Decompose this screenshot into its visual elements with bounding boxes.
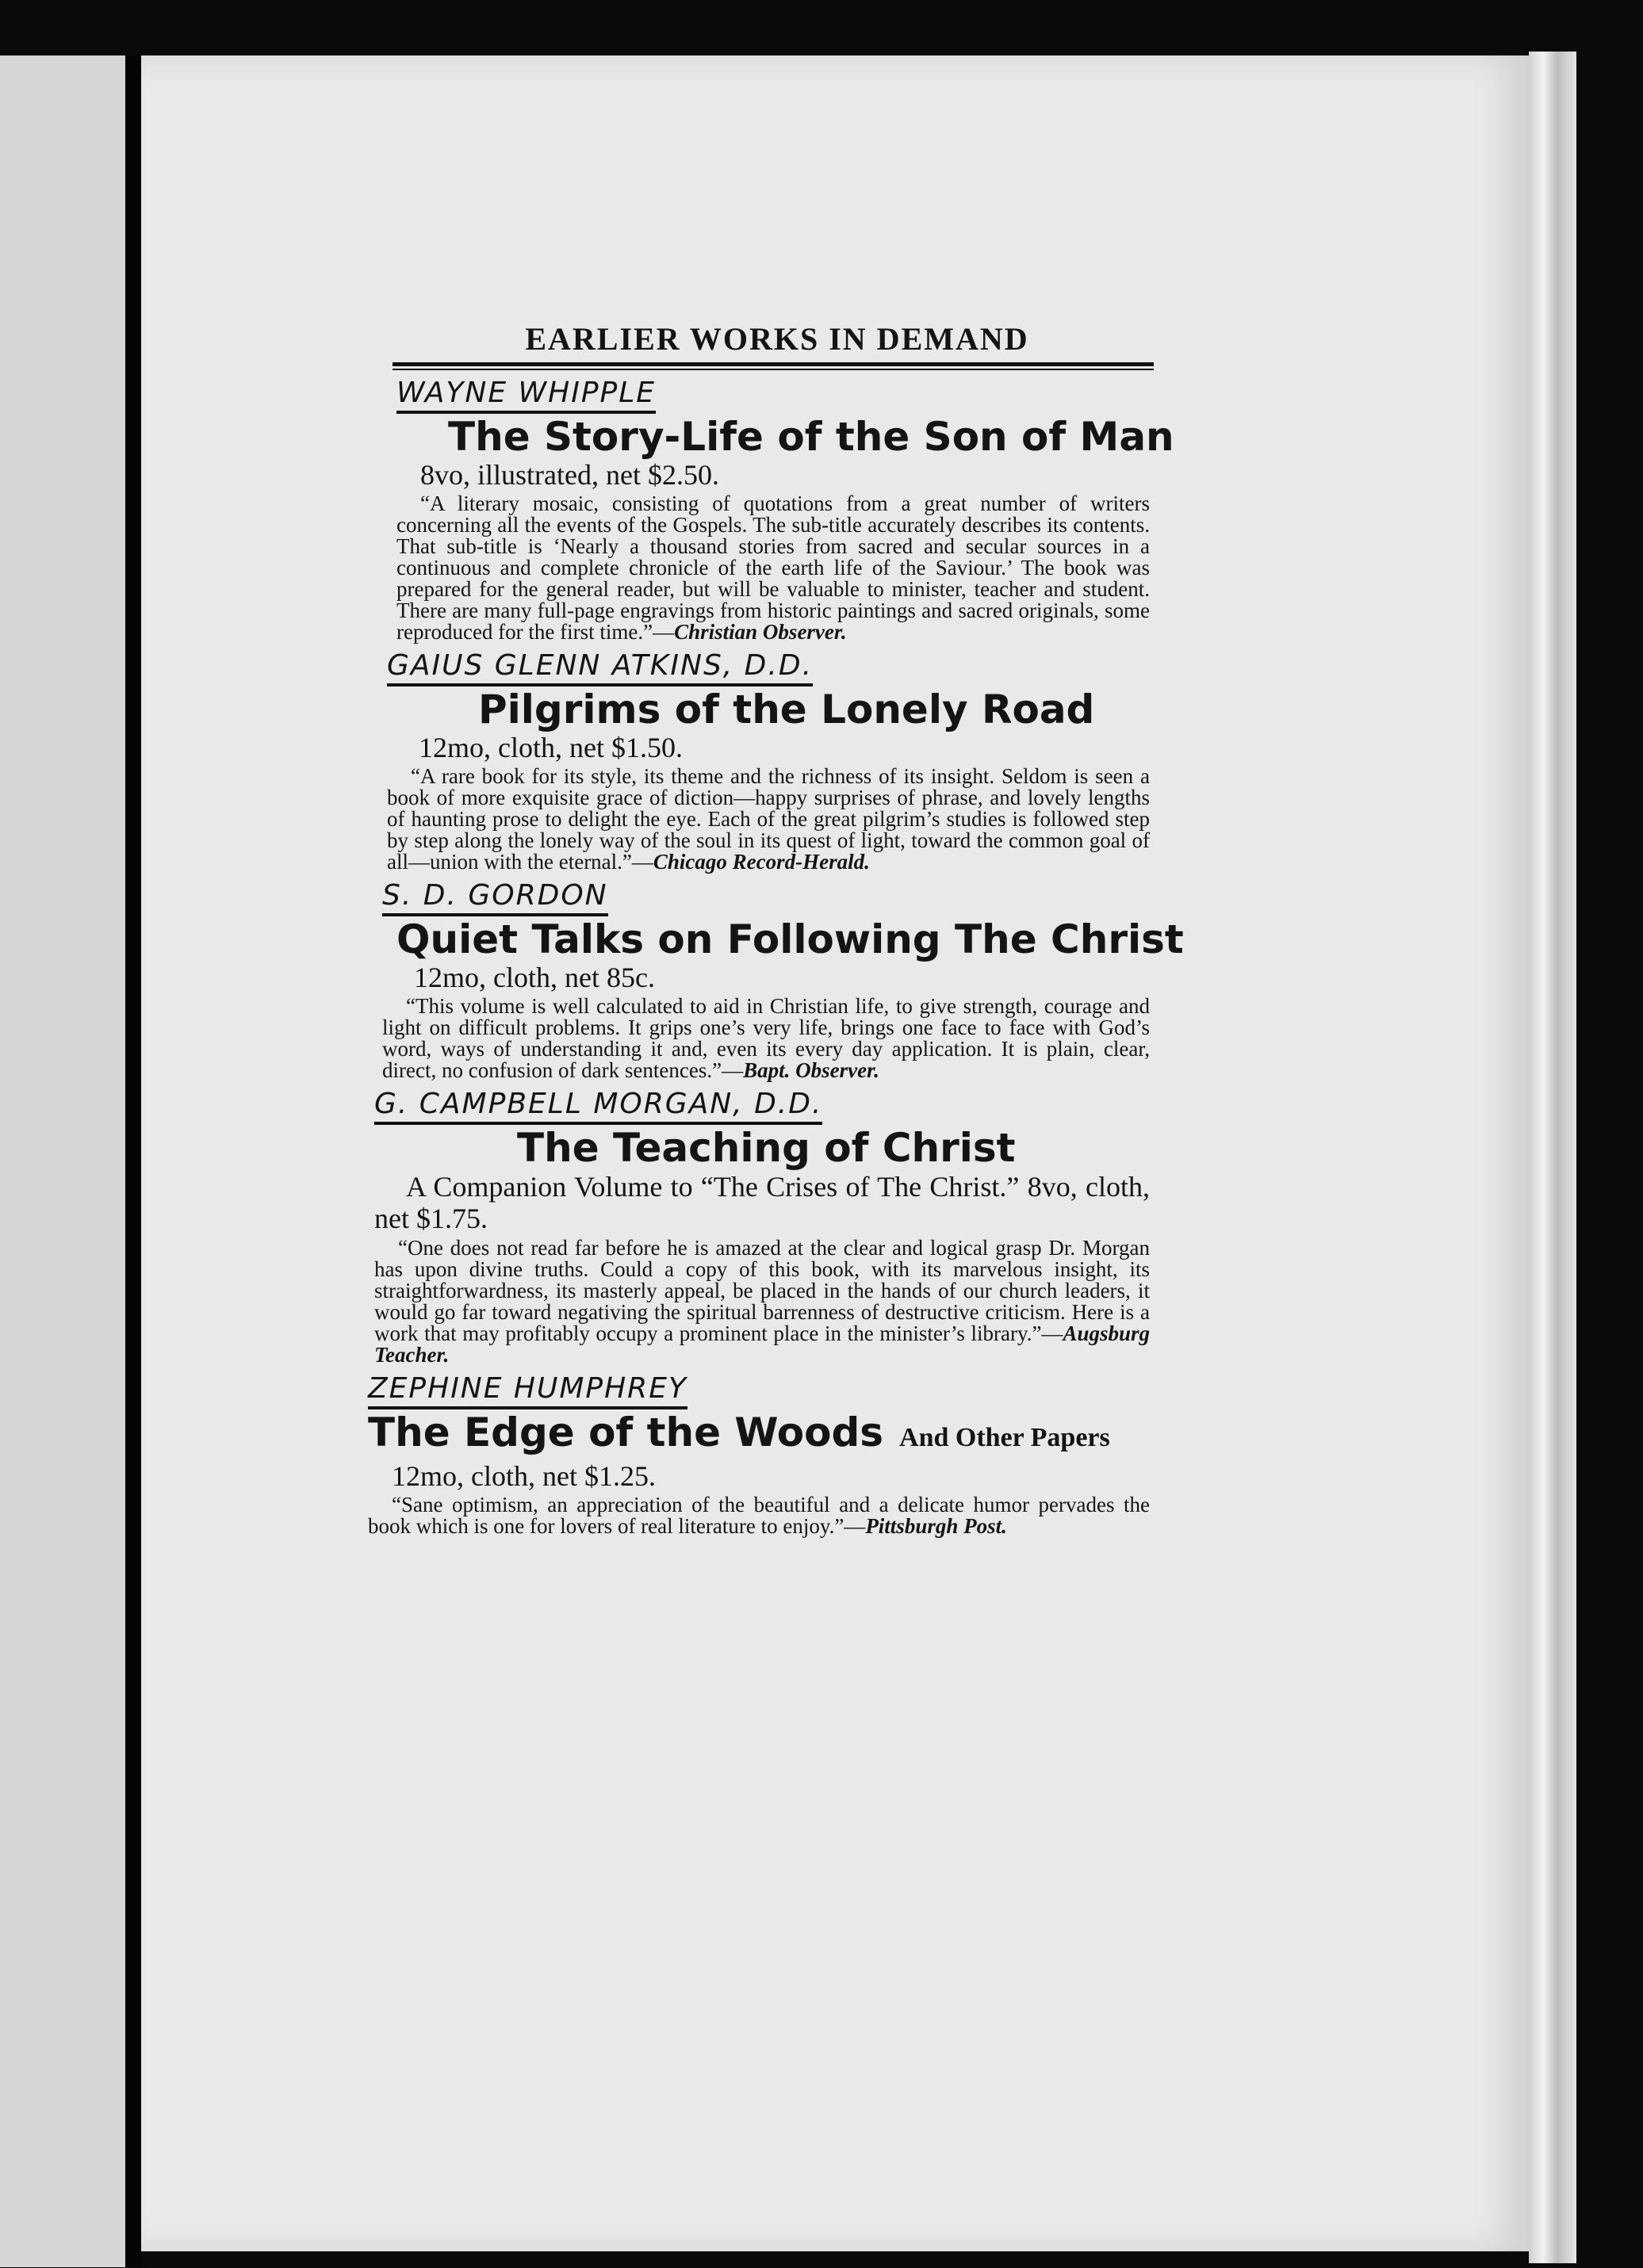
book-review bbox=[374, 1237, 1150, 1366]
review-source: Christian Observer. bbox=[674, 620, 847, 644]
review-source: Pittsburgh Post. bbox=[865, 1514, 1007, 1538]
book-entry bbox=[387, 649, 1150, 873]
author-name: WAYNE WHIPPLE bbox=[396, 377, 656, 414]
heading-rule bbox=[393, 362, 1154, 366]
book-entry bbox=[396, 377, 1174, 644]
book-review bbox=[387, 766, 1150, 873]
book-title: The Edge of the Woods bbox=[368, 1409, 884, 1455]
book-price: 12mo, cloth, net 85c. bbox=[414, 962, 655, 993]
page-heading: EARLIER WORKS IN DEMAND bbox=[525, 321, 1029, 357]
review-text: “A literary mosaic, consisting of quotations from a great number of writers concerning all the events of the Gospels. The sub-title accurately describes its contents. That sub-title is ‘Nearly a thousand stories from sacred and secular sources in a continuous and complete chronicle of the earth life of the Saviour.’ The book was prepared for the general reader, but will be valuable to minister, teacher and student. There are many full-page engravings from historic paintings and sacred originals, some reproduced for the first time.”— bbox=[396, 491, 1150, 644]
book-companion-note: A Companion Volume to “The Crises of The Christ.” 8vo, cloth, net $1.75. bbox=[374, 1171, 1150, 1234]
review-text: “Sane optimism, an appreciation of the beautiful and a delicate humor pervades the book which is one for lovers of real literature to enjoy.”— bbox=[368, 1493, 1150, 1538]
book-subtitle: And Other Papers bbox=[899, 1423, 1110, 1452]
review-text: “This volume is well calculated to aid in Christian life, to give strength, courage and light on difficult problems. It grips one’s very life, brings one face to face with God’s word, ways of understanding it and, even its every day application. It is plain, clear, direct, no confusion of dark sentences.”— bbox=[382, 994, 1150, 1082]
author-name: S. D. GORDON bbox=[382, 879, 608, 916]
author-name: ZEPHINE HUMPHREY bbox=[368, 1372, 687, 1409]
review-source: Bapt. Observer. bbox=[743, 1058, 879, 1082]
book-review bbox=[396, 493, 1150, 643]
scan-background bbox=[1576, 0, 1643, 2268]
page-stack-edge bbox=[1529, 52, 1576, 2263]
book-title-line bbox=[368, 1409, 1150, 1461]
book-price: 12mo, cloth, net $1.25. bbox=[392, 1460, 656, 1492]
left-page-edge bbox=[0, 55, 125, 2267]
review-source: Chicago Record-Herald. bbox=[653, 850, 870, 874]
book-title: The Story-Life of the Son of Man bbox=[448, 414, 1174, 460]
book-review bbox=[382, 996, 1150, 1081]
review-text: “One does not read far before he is amazed at the clear and logical grasp Dr. Morgan has upon divine truths. Could a copy of this book, with its marvelous insight, its straightforwardness, its masterly appeal, be placed in the hands of our church leaders, it would go far toward negativing the spiritual barrenness of destructive criticism. Here is a work that may profitably occupy a prominent place in the minister’s library.”— bbox=[374, 1236, 1150, 1345]
book-price: 12mo, cloth, net $1.50. bbox=[419, 732, 683, 763]
book-price: 8vo, illustrated, net $2.50. bbox=[420, 459, 719, 491]
book-entry bbox=[374, 1088, 1150, 1366]
review-source: Augsburg Teacher. bbox=[374, 1321, 1150, 1367]
book-review bbox=[368, 1494, 1150, 1537]
book-entry bbox=[368, 1372, 1150, 1537]
heading-rule-thin bbox=[393, 369, 1154, 370]
advertisement-page bbox=[368, 321, 1184, 1538]
book-entry bbox=[382, 879, 1184, 1082]
book-title: The Teaching of Christ bbox=[517, 1125, 1016, 1171]
author-name: G. CAMPBELL MORGAN, D.D. bbox=[374, 1088, 822, 1125]
book-gutter bbox=[125, 55, 141, 2267]
author-name: GAIUS GLENN ATKINS, D.D. bbox=[387, 649, 813, 687]
book-title: Pilgrims of the Lonely Road bbox=[478, 687, 1095, 732]
review-text: “A rare book for its style, its theme and the richness of its insight. Seldom is seen a book of more exquisite grace of diction—happy surprises of phrase, and lovely lengths of haunting prose to delight the eye. Each of the great pilgrim’s studies is followed step by step along the lonely way of the soul in its quest of light, toward the common goal of all—union with the eternal.”— bbox=[387, 764, 1150, 874]
book-title: Quiet Talks on Following The Christ bbox=[396, 916, 1184, 962]
